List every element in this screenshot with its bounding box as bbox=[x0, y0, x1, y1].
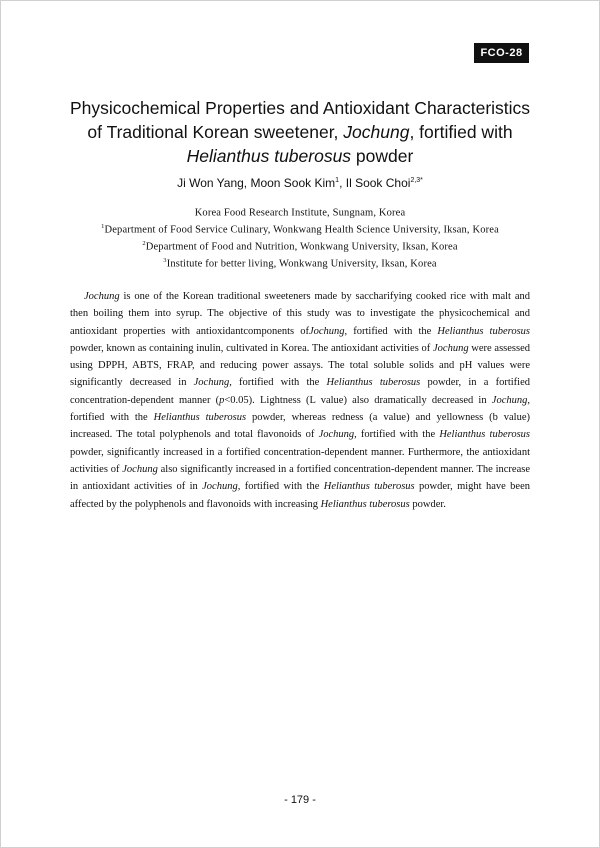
italic-term: Jochung bbox=[202, 481, 238, 493]
affiliation-text: Department of Food Service Culinary, Wonkwang Health Science University, Iksan, Korea bbox=[104, 224, 499, 236]
affiliation-mark: 3 bbox=[163, 257, 167, 264]
abstract-text: powder, might have been affected by the polyphenols and flavonoids with increasing bbox=[70, 481, 530, 510]
italic-term: p bbox=[219, 394, 225, 406]
italic-term: Jochung bbox=[318, 429, 355, 441]
title-line-3 bbox=[40, 144, 560, 168]
affiliation-list bbox=[40, 203, 560, 271]
abstract-text: were assessed using DPPH, ABTS, FRAP, and reducing power assays. The total soluble solids and pH values were significantly decreased in bbox=[70, 342, 530, 389]
affiliation-mark: 2 bbox=[142, 240, 146, 247]
page-number: - 179 - bbox=[284, 794, 316, 806]
italic-term: Jochung bbox=[193, 377, 230, 389]
affiliation bbox=[40, 237, 560, 254]
abstract-text: powder, in a fortified concentration-dependent manner ( bbox=[70, 377, 530, 406]
abstract-paragraph bbox=[70, 288, 530, 513]
abstract-text: , fortified with the bbox=[229, 377, 327, 389]
abstract-text: powder, known as containing inulin, cultivated in Korea. The antioxidant activities of bbox=[70, 342, 433, 354]
affiliation-text: Institute for better living, Wonkwang University, Iksan, Korea bbox=[166, 258, 437, 270]
abstract-text: , fortified with the bbox=[344, 325, 438, 337]
abstract-text: also significantly increased in a fortified concentration-dependent manner. The increase in antioxidant activities of in bbox=[70, 463, 530, 493]
abstract-text: , fortified with the bbox=[237, 481, 324, 493]
italic-term: Helianthus tuberosus bbox=[326, 377, 421, 389]
abstract-text: , fortified with the bbox=[354, 429, 440, 441]
italic-term: Helianthus tuberosus bbox=[323, 481, 415, 493]
italic-term: Helianthus tuberosus bbox=[320, 498, 410, 510]
title-text: of Traditional Korean sweetener, bbox=[87, 122, 344, 142]
affiliation bbox=[40, 254, 560, 271]
abstract-text: , fortified with the bbox=[70, 394, 530, 424]
affiliation bbox=[40, 203, 560, 220]
italic-term: Helianthus tuberosus bbox=[439, 429, 530, 441]
italic-term: Helianthus tuberosus bbox=[153, 412, 247, 424]
author-name: Ji Won Yang, Moon Sook Kim bbox=[177, 176, 336, 190]
italic-term: Jochung bbox=[122, 463, 158, 475]
paper-title bbox=[40, 96, 560, 168]
italic-term: Jochung bbox=[491, 394, 528, 406]
affiliation bbox=[40, 220, 560, 237]
session-code-badge: FCO-28 bbox=[474, 43, 529, 63]
abstract-text: powder. bbox=[409, 498, 446, 510]
abstract-text: <0.05). Lightness (L value) also dramatically decreased in bbox=[224, 394, 492, 406]
affiliation-mark: 1 bbox=[101, 223, 105, 230]
italic-term: Jochung bbox=[308, 325, 345, 337]
abstract-text: powder, whereas redness (a value) and yellowness (b value) increased. The total polyphenols and total flavonoids of bbox=[70, 412, 530, 441]
author-affiliation-mark: 1 bbox=[335, 177, 340, 184]
title-italic-term: Jochung bbox=[343, 122, 410, 142]
italic-term: Jochung bbox=[433, 342, 469, 354]
title-text: , fortified with bbox=[409, 122, 513, 142]
title-line-2 bbox=[40, 120, 560, 144]
abstract-text: powder, significantly increased in a fortified concentration-dependent manner. Furthermore, the antioxidant activities of bbox=[70, 446, 530, 475]
title-italic-term: Helianthus tuberosus bbox=[186, 146, 352, 166]
author-affiliation-mark: 2,3* bbox=[410, 177, 423, 184]
title-text: powder bbox=[351, 146, 414, 166]
abstract-text: is one of the Korean traditional sweeteners made by saccharifying cooked rice with malt and then boiling them into syrup. The objective of this study was to investigate the physicochemical and antioxidant properties with antioxidantcomponents of bbox=[70, 291, 530, 337]
author-list bbox=[0, 176, 600, 190]
italic-term: Jochung bbox=[84, 291, 120, 302]
affiliation-text: Department of Food and Nutrition, Wonkwang University, Iksan, Korea bbox=[145, 241, 458, 253]
affiliation-text: Korea Food Research Institute, Sungnam, Korea bbox=[194, 207, 406, 219]
title-line-1: Physicochemical Properties and Antioxidant Characteristics bbox=[69, 98, 531, 118]
italic-term: Helianthus tuberosus bbox=[437, 325, 530, 337]
author-name: , Il Sook Choi bbox=[339, 176, 411, 190]
